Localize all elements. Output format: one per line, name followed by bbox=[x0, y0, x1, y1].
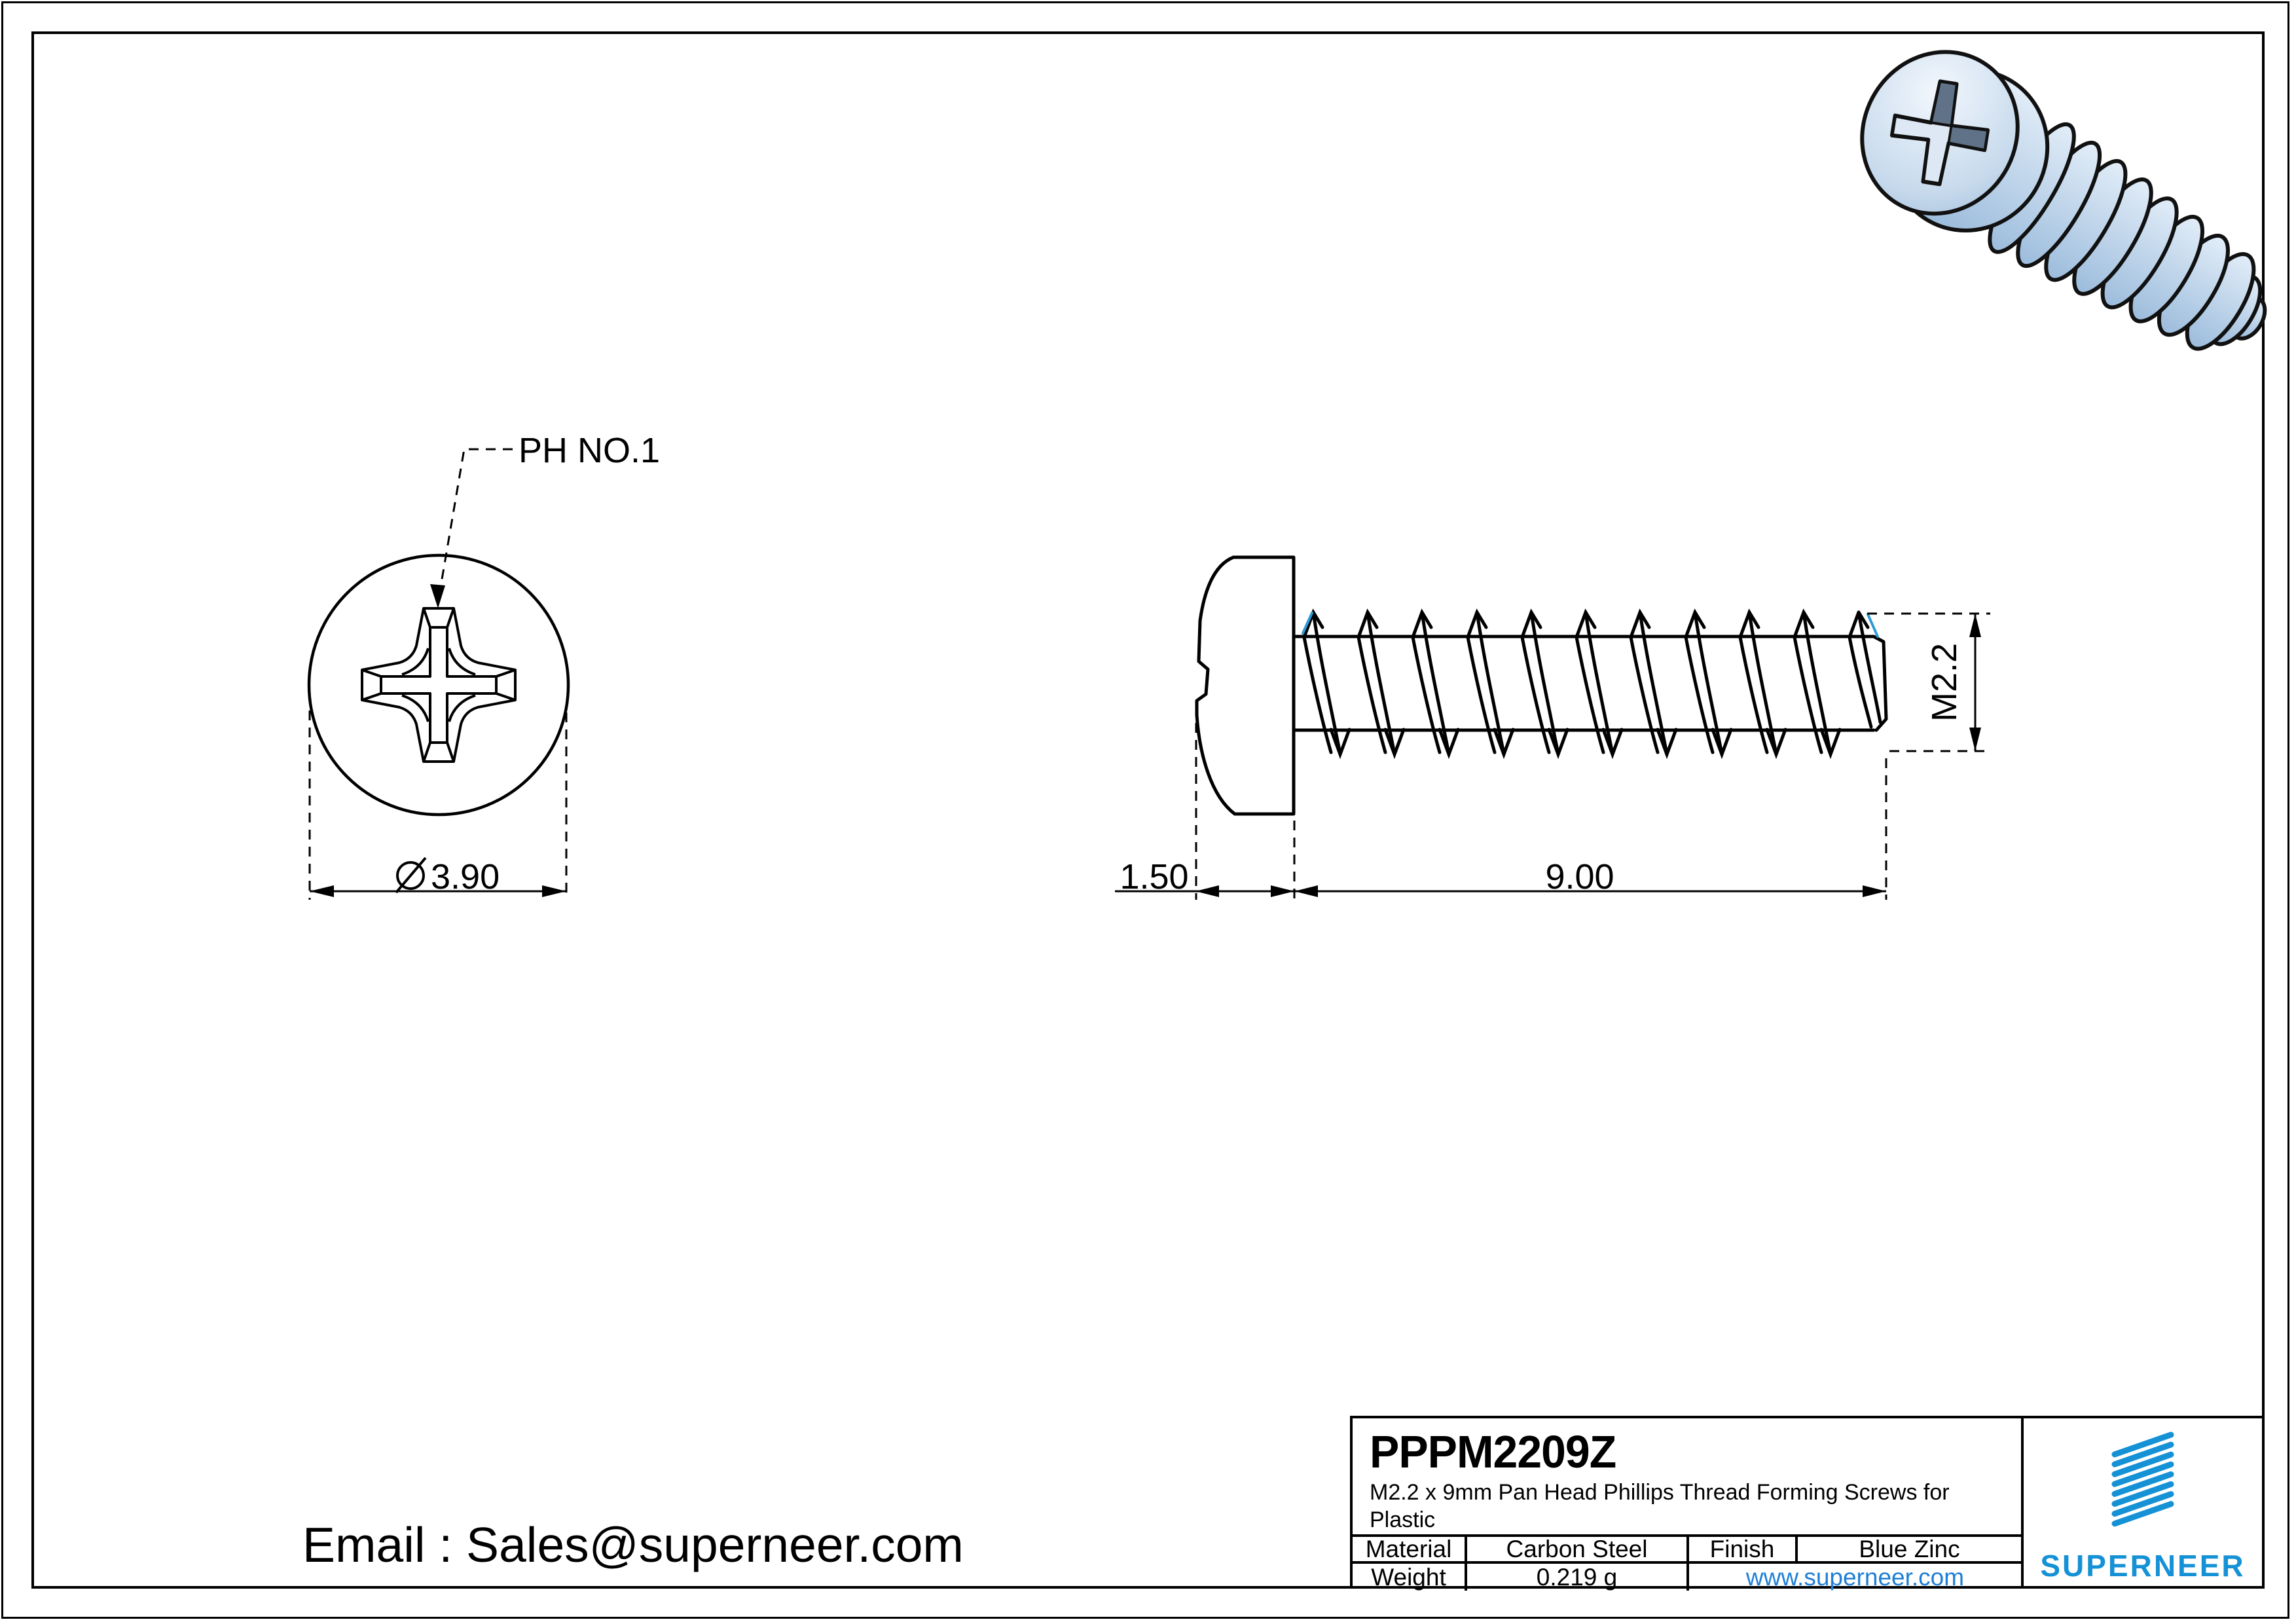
website-link[interactable]: www.superneer.com bbox=[1686, 1564, 2021, 1591]
screw-3d-render bbox=[1832, 23, 2296, 396]
head-height-value: 1.50 bbox=[1120, 857, 1189, 896]
side-head-profile bbox=[1197, 557, 1294, 814]
brand-logo-icon bbox=[2111, 1431, 2174, 1530]
thread-length-value: 9.00 bbox=[1545, 857, 1614, 896]
material-value: Carbon Steel bbox=[1465, 1537, 1686, 1561]
finish-value: Blue Zinc bbox=[1795, 1537, 2021, 1561]
weight-value: 0.219 g bbox=[1465, 1564, 1686, 1591]
table-row bbox=[1353, 1561, 2021, 1591]
thread-length-dimension bbox=[1294, 857, 1886, 897]
cad-accent-line-right bbox=[1868, 614, 1878, 637]
head-height-dimension bbox=[1115, 857, 1294, 897]
brand-name: SUPERNEER bbox=[2040, 1549, 2246, 1583]
front-view bbox=[309, 431, 660, 900]
material-label: Material bbox=[1365, 1535, 1452, 1562]
title-block-table bbox=[1353, 1534, 2021, 1591]
diameter-value: 3.90 bbox=[431, 857, 500, 896]
drive-label: PH NO.1 bbox=[519, 431, 661, 470]
weight-label: Weight bbox=[1371, 1563, 1446, 1591]
part-number: PPPM2209Z bbox=[1370, 1426, 1616, 1477]
thread-size-value: M2.2 bbox=[1925, 642, 1964, 722]
part-description: M2.2 x 9mm Pan Head Phillips Thread Forming Screws for Plastic bbox=[1370, 1480, 1950, 1532]
title-block-description-area bbox=[1353, 1418, 2021, 1534]
diameter-icon bbox=[396, 858, 426, 893]
title-block bbox=[1350, 1416, 2265, 1589]
brand-logo-cell bbox=[2021, 1418, 2262, 1586]
contact-email: Email : Sales@superneer.com bbox=[302, 1517, 964, 1572]
side-view bbox=[1115, 557, 1990, 900]
thread-profile bbox=[1303, 612, 1886, 754]
finish-label: Finish bbox=[1686, 1537, 1795, 1561]
table-row bbox=[1353, 1534, 2021, 1561]
